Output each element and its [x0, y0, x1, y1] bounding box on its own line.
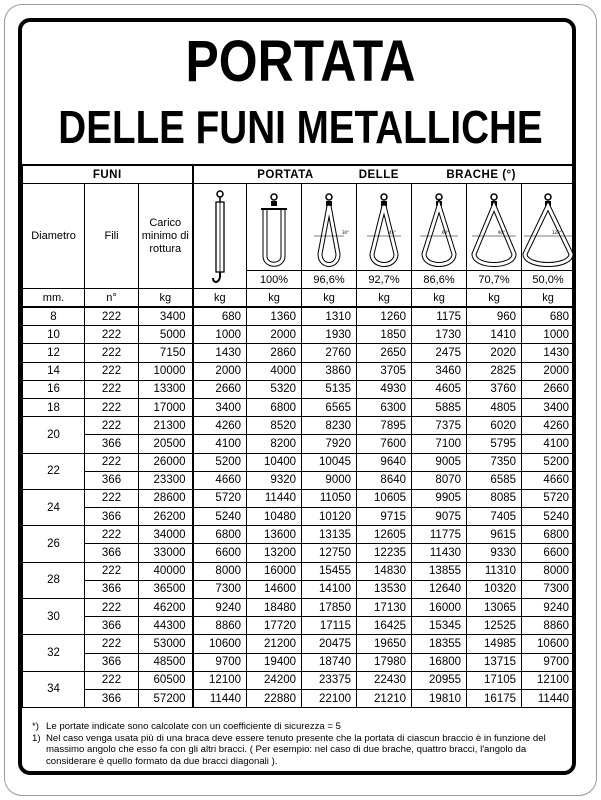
cell-portata: 12750 — [302, 544, 357, 562]
cell-portata: 1000 — [522, 326, 575, 344]
cell-fili: 222 — [85, 307, 139, 326]
header-portata: PORTATA — [257, 168, 314, 181]
cell-fili: 366 — [85, 617, 139, 635]
basket-sling-120deg-icon — [522, 184, 575, 271]
cell-portata: 9700 — [522, 653, 575, 671]
cell-fili: 222 — [85, 599, 139, 617]
cell-portata: 10600 — [193, 635, 247, 653]
cell-portata: 4000 — [247, 362, 302, 380]
cell-portata: 13530 — [357, 580, 412, 598]
cell-portata: 22880 — [247, 689, 302, 707]
cell-carico: 23300 — [139, 471, 193, 489]
cell-portata: 13200 — [247, 544, 302, 562]
cell-fili: 222 — [85, 453, 139, 471]
svg-text:120°: 120° — [552, 230, 562, 235]
cell-portata: 9000 — [302, 471, 357, 489]
header-row-2 — [23, 184, 575, 271]
cell-portata: 5200 — [193, 453, 247, 471]
cell-diametro: 10 — [23, 326, 85, 344]
cell-diametro: 18 — [23, 398, 85, 416]
cell-portata: 10120 — [302, 508, 357, 526]
table-row — [23, 526, 575, 544]
cell-portata: 1260 — [357, 307, 412, 326]
table-row — [23, 599, 575, 617]
cell-fili: 366 — [85, 508, 139, 526]
cell-portata: 9320 — [247, 471, 302, 489]
cell-portata: 3460 — [412, 362, 467, 380]
cell-portata: 1000 — [193, 326, 247, 344]
cell-portata: 11440 — [193, 689, 247, 707]
unit-kg-7: kg — [522, 289, 575, 308]
cell-portata: 4100 — [193, 435, 247, 453]
unit-kg-1: kg — [193, 289, 247, 308]
unit-kg-6: kg — [467, 289, 522, 308]
cell-portata: 20475 — [302, 635, 357, 653]
cell-portata: 23375 — [302, 671, 357, 689]
pct-70-7: 70,7% — [467, 271, 522, 289]
header-portata-delle-brache — [193, 165, 575, 184]
cell-portata: 17105 — [467, 671, 522, 689]
table-row — [23, 453, 575, 471]
cell-portata: 2000 — [522, 362, 575, 380]
table-row — [23, 362, 575, 380]
cell-portata: 10045 — [302, 453, 357, 471]
cell-fili: 222 — [85, 489, 139, 507]
cell-portata: 12640 — [412, 580, 467, 598]
cell-portata: 5240 — [522, 508, 575, 526]
basket-sling-30deg-icon — [302, 184, 357, 271]
cell-portata: 8230 — [302, 417, 357, 435]
cell-carico: 48500 — [139, 653, 193, 671]
cell-fili: 222 — [85, 326, 139, 344]
table-row — [23, 671, 575, 689]
cell-portata: 11430 — [412, 544, 467, 562]
cell-portata: 21210 — [357, 689, 412, 707]
table-row — [23, 307, 575, 326]
cell-fili: 366 — [85, 471, 139, 489]
cell-carico: 26000 — [139, 453, 193, 471]
cell-portata: 10600 — [522, 635, 575, 653]
unit-kg-carico: kg — [139, 289, 193, 308]
cell-portata: 7405 — [467, 508, 522, 526]
cell-portata: 8070 — [412, 471, 467, 489]
unit-kg-3: kg — [302, 289, 357, 308]
unit-kg-4: kg — [357, 289, 412, 308]
table-row — [23, 398, 575, 416]
table-row — [23, 344, 575, 362]
cell-portata: 1430 — [522, 344, 575, 362]
cell-portata: 14600 — [247, 580, 302, 598]
cell-carico: 44300 — [139, 617, 193, 635]
cell-portata: 13855 — [412, 562, 467, 580]
cell-portata: 7920 — [302, 435, 357, 453]
header-funi: FUNI — [23, 165, 193, 184]
cell-portata: 5720 — [193, 489, 247, 507]
cell-carico: 36500 — [139, 580, 193, 598]
cell-fili: 366 — [85, 653, 139, 671]
cell-portata: 6585 — [467, 471, 522, 489]
cell-portata: 3705 — [357, 362, 412, 380]
svg-text:30°: 30° — [342, 230, 350, 235]
cell-portata: 7600 — [357, 435, 412, 453]
cell-carico: 17000 — [139, 398, 193, 416]
cell-fili: 222 — [85, 526, 139, 544]
cell-portata: 10320 — [467, 580, 522, 598]
cell-portata: 16000 — [412, 599, 467, 617]
cell-fili: 222 — [85, 344, 139, 362]
cell-portata: 3860 — [302, 362, 357, 380]
cell-portata: 12525 — [467, 617, 522, 635]
cell-portata: 8860 — [522, 617, 575, 635]
cell-portata: 5795 — [467, 435, 522, 453]
unit-n: n° — [85, 289, 139, 308]
header-diametro: Diametro — [23, 184, 85, 289]
cell-carico: 13300 — [139, 380, 193, 398]
cell-diametro: 14 — [23, 362, 85, 380]
cell-portata: 5885 — [412, 398, 467, 416]
cell-portata: 1360 — [247, 307, 302, 326]
table-row — [23, 326, 575, 344]
cell-carico: 46200 — [139, 599, 193, 617]
cell-portata: 5720 — [522, 489, 575, 507]
cell-carico: 3400 — [139, 307, 193, 326]
cell-diametro: 12 — [23, 344, 85, 362]
cell-diametro: 22 — [23, 453, 85, 489]
cell-portata: 9905 — [412, 489, 467, 507]
cell-portata: 17720 — [247, 617, 302, 635]
footnote-1 — [32, 721, 566, 733]
cell-portata: 4605 — [412, 380, 467, 398]
footnote-2-text: Nel caso venga usata più di una braca deve essere tenuto presente che la portata di ciascun braccio è in funzione del massimo angolo che esso fa con gli altri bracci. ( Per esempio: nel caso di due brache, quattro bracci, l'angolo da considerare è quello formato da due bracci diagonali ). — [46, 732, 546, 767]
single-leg-hook-icon — [193, 184, 247, 289]
cell-portata: 6565 — [302, 398, 357, 416]
table-row — [23, 580, 575, 598]
cell-portata: 10400 — [247, 453, 302, 471]
load-table-wrapper — [22, 164, 574, 708]
cell-portata: 10605 — [357, 489, 412, 507]
cell-portata: 7375 — [412, 417, 467, 435]
cell-carico: 21300 — [139, 417, 193, 435]
cell-portata: 4660 — [522, 471, 575, 489]
header-delle: DELLE — [358, 168, 399, 181]
cell-carico: 57200 — [139, 689, 193, 707]
footnotes — [32, 721, 566, 767]
cell-portata: 2000 — [193, 362, 247, 380]
cell-portata: 12235 — [357, 544, 412, 562]
cell-portata: 5240 — [193, 508, 247, 526]
cell-portata: 6600 — [193, 544, 247, 562]
cell-portata: 4930 — [357, 380, 412, 398]
cell-portata: 2760 — [302, 344, 357, 362]
cell-fili: 222 — [85, 380, 139, 398]
cell-diametro: 26 — [23, 526, 85, 562]
table-row — [23, 653, 575, 671]
cell-portata: 2860 — [247, 344, 302, 362]
cell-portata: 1310 — [302, 307, 357, 326]
cell-portata: 2020 — [467, 344, 522, 362]
cell-portata: 11775 — [412, 526, 467, 544]
title-line1: PORTATA — [185, 29, 416, 94]
table-row — [23, 435, 575, 453]
cell-carico: 40000 — [139, 562, 193, 580]
cell-diametro: 30 — [23, 599, 85, 635]
cell-portata: 1850 — [357, 326, 412, 344]
cell-portata: 9005 — [412, 453, 467, 471]
cell-fili: 366 — [85, 544, 139, 562]
cell-portata: 6800 — [193, 526, 247, 544]
cell-carico: 53000 — [139, 635, 193, 653]
cell-portata: 12100 — [522, 671, 575, 689]
cell-portata: 7350 — [467, 453, 522, 471]
footnote-2-mark: 1) — [32, 732, 41, 744]
cell-portata: 19400 — [247, 653, 302, 671]
cell-portata: 1175 — [412, 307, 467, 326]
cell-portata: 9700 — [193, 653, 247, 671]
cell-fili: 366 — [85, 580, 139, 598]
cell-portata: 15455 — [302, 562, 357, 580]
cell-portata: 11310 — [467, 562, 522, 580]
cell-portata: 9615 — [467, 526, 522, 544]
cell-portata: 2000 — [247, 326, 302, 344]
cell-portata: 11440 — [522, 689, 575, 707]
cell-fili: 366 — [85, 435, 139, 453]
unit-mm: mm. — [23, 289, 85, 308]
table-row — [23, 471, 575, 489]
cell-diametro: 32 — [23, 635, 85, 671]
cell-portata: 22100 — [302, 689, 357, 707]
cell-portata: 5200 — [522, 453, 575, 471]
footnote-1-mark: *) — [32, 721, 39, 732]
table-row — [23, 617, 575, 635]
cell-fili: 222 — [85, 562, 139, 580]
table-row — [23, 562, 575, 580]
cell-portata: 19650 — [357, 635, 412, 653]
cell-portata: 4100 — [522, 435, 575, 453]
cell-portata: 6020 — [467, 417, 522, 435]
cell-portata: 6800 — [522, 526, 575, 544]
basket-sling-90deg-icon — [467, 184, 522, 271]
cell-carico: 26200 — [139, 508, 193, 526]
cell-portata: 13715 — [467, 653, 522, 671]
cell-portata: 17115 — [302, 617, 357, 635]
cell-portata: 9715 — [357, 508, 412, 526]
cell-portata: 2660 — [522, 380, 575, 398]
cell-carico: 33000 — [139, 544, 193, 562]
cell-fili: 222 — [85, 635, 139, 653]
cell-portata: 680 — [193, 307, 247, 326]
header-row-1 — [23, 165, 575, 184]
cell-carico: 34000 — [139, 526, 193, 544]
cell-portata: 18355 — [412, 635, 467, 653]
cell-portata: 7895 — [357, 417, 412, 435]
cell-portata: 8640 — [357, 471, 412, 489]
cell-portata: 680 — [522, 307, 575, 326]
table-row — [23, 417, 575, 435]
cell-portata: 6300 — [357, 398, 412, 416]
cell-portata: 960 — [467, 307, 522, 326]
pct-86-6: 86,6% — [412, 271, 467, 289]
cell-diametro: 8 — [23, 307, 85, 326]
cell-portata: 14100 — [302, 580, 357, 598]
table-row — [23, 689, 575, 707]
header-carico: Carico minimo di rottura — [139, 184, 193, 289]
unit-kg-5: kg — [412, 289, 467, 308]
cell-portata: 5320 — [247, 380, 302, 398]
cell-portata: 3400 — [193, 398, 247, 416]
unit-kg-2: kg — [247, 289, 302, 308]
cell-portata: 17850 — [302, 599, 357, 617]
cell-portata: 2660 — [193, 380, 247, 398]
cell-fili: 222 — [85, 417, 139, 435]
svg-text:60°: 60° — [442, 230, 450, 235]
title-line2: DELLE FUNI METALLICHE — [58, 101, 543, 153]
cell-portata: 16175 — [467, 689, 522, 707]
footnote-2 — [32, 732, 566, 768]
cell-portata: 9640 — [357, 453, 412, 471]
header-units-row — [23, 289, 575, 308]
cell-portata: 2825 — [467, 362, 522, 380]
cell-portata: 1410 — [467, 326, 522, 344]
cell-portata: 9240 — [193, 599, 247, 617]
cell-portata: 8085 — [467, 489, 522, 507]
cell-diametro: 34 — [23, 671, 85, 707]
cell-portata: 8000 — [193, 562, 247, 580]
cell-portata: 14985 — [467, 635, 522, 653]
table-row — [23, 635, 575, 653]
cell-portata: 3760 — [467, 380, 522, 398]
cell-portata: 5135 — [302, 380, 357, 398]
cell-portata: 19810 — [412, 689, 467, 707]
pct-96-6: 96,6% — [302, 271, 357, 289]
cell-portata: 6600 — [522, 544, 575, 562]
cell-fili: 222 — [85, 362, 139, 380]
cell-fili: 366 — [85, 689, 139, 707]
pct-100: 100% — [247, 271, 302, 289]
load-table — [22, 164, 575, 708]
cell-carico: 20500 — [139, 435, 193, 453]
cell-portata: 14830 — [357, 562, 412, 580]
cell-portata: 13135 — [302, 526, 357, 544]
cell-portata: 12100 — [193, 671, 247, 689]
cell-portata: 13600 — [247, 526, 302, 544]
cell-portata: 1930 — [302, 326, 357, 344]
table-row — [23, 508, 575, 526]
cell-portata: 13065 — [467, 599, 522, 617]
cell-portata: 17980 — [357, 653, 412, 671]
cell-portata: 22430 — [357, 671, 412, 689]
cell-portata: 20955 — [412, 671, 467, 689]
cell-portata: 4805 — [467, 398, 522, 416]
cell-portata: 7300 — [193, 580, 247, 598]
basket-sling-45deg-icon — [357, 184, 412, 271]
table-row — [23, 544, 575, 562]
cell-portata: 21200 — [247, 635, 302, 653]
cell-diametro: 28 — [23, 562, 85, 598]
table-row — [23, 489, 575, 507]
cell-carico: 10000 — [139, 362, 193, 380]
cell-portata: 2650 — [357, 344, 412, 362]
pct-50-0: 50,0% — [522, 271, 575, 289]
cell-portata: 8000 — [522, 562, 575, 580]
cell-portata: 1430 — [193, 344, 247, 362]
cell-diametro: 16 — [23, 380, 85, 398]
cell-portata: 8200 — [247, 435, 302, 453]
cell-carico: 7150 — [139, 344, 193, 362]
cell-carico: 28600 — [139, 489, 193, 507]
cell-portata: 7100 — [412, 435, 467, 453]
cell-portata: 17130 — [357, 599, 412, 617]
cell-portata: 2475 — [412, 344, 467, 362]
footnote-1-text: Le portate indicate sono calcolate con un coefficiente di sicurezza = 5 — [46, 721, 342, 732]
cell-portata: 4660 — [193, 471, 247, 489]
cell-portata: 11440 — [247, 489, 302, 507]
cell-portata: 16425 — [357, 617, 412, 635]
cell-portata: 4260 — [522, 417, 575, 435]
cell-carico: 5000 — [139, 326, 193, 344]
cell-portata: 15345 — [412, 617, 467, 635]
cell-portata: 10480 — [247, 508, 302, 526]
cell-portata: 11050 — [302, 489, 357, 507]
cell-portata: 4260 — [193, 417, 247, 435]
cell-diametro: 20 — [23, 417, 85, 453]
cell-portata: 18740 — [302, 653, 357, 671]
header-fili: Fili — [85, 184, 139, 289]
header-brache: BRACHE (°) — [446, 168, 516, 181]
cell-portata: 18480 — [247, 599, 302, 617]
cell-portata: 9330 — [467, 544, 522, 562]
cell-fili: 222 — [85, 398, 139, 416]
cell-portata: 3400 — [522, 398, 575, 416]
cell-portata: 16800 — [412, 653, 467, 671]
pct-92-7: 92,7% — [357, 271, 412, 289]
table-row — [23, 380, 575, 398]
cell-portata: 9075 — [412, 508, 467, 526]
cell-portata: 12605 — [357, 526, 412, 544]
cell-portata: 6800 — [247, 398, 302, 416]
cell-portata: 16000 — [247, 562, 302, 580]
cell-fili: 222 — [85, 671, 139, 689]
cell-portata: 24200 — [247, 671, 302, 689]
cell-diametro: 24 — [23, 489, 85, 525]
basket-sling-60deg-icon — [412, 184, 467, 271]
cell-portata: 8860 — [193, 617, 247, 635]
cell-portata: 9240 — [522, 599, 575, 617]
cell-portata: 8520 — [247, 417, 302, 435]
cell-portata: 1730 — [412, 326, 467, 344]
cell-carico: 60500 — [139, 671, 193, 689]
svg-text:90°: 90° — [498, 230, 506, 235]
cell-portata: 7300 — [522, 580, 575, 598]
svg-text:45°: 45° — [389, 230, 397, 235]
basket-sling-vertical-icon — [247, 184, 302, 271]
